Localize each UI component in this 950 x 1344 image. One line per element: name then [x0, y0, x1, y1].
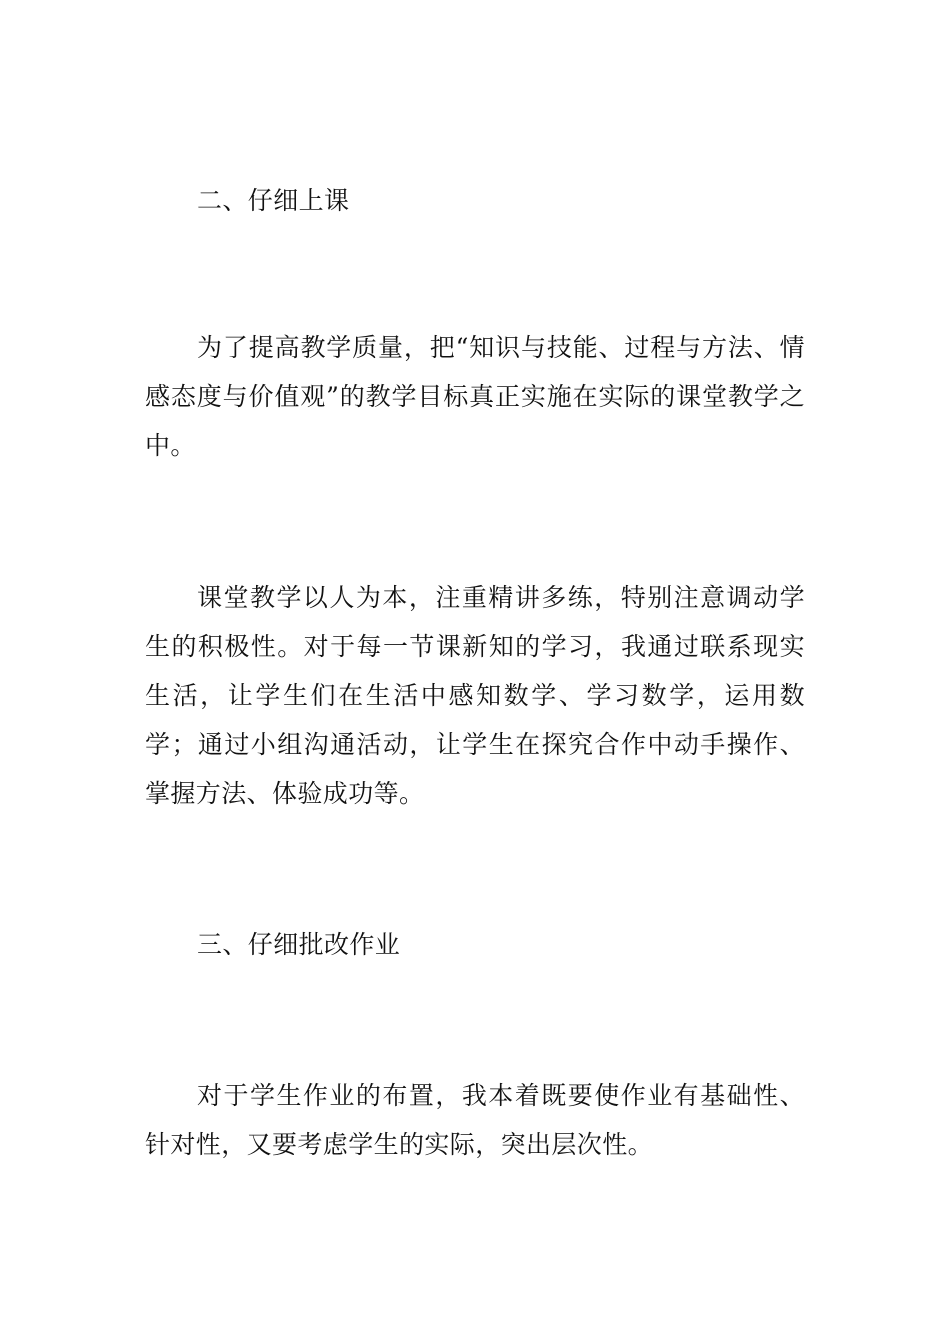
- section-heading-2: 二、仔细上课: [197, 186, 350, 215]
- paragraph-teaching-goals: 为了提高教学质量，把“知识与技能、过程与方法、情感态度与价值观”的教学目标真正实施在实际的课堂教学之中。: [145, 333, 805, 460]
- section-heading-3: 三、仔细批改作业: [197, 930, 401, 959]
- paragraph-classroom-teaching: 课堂教学以人为本，注重精讲多练，特别注意调动学生的积极性。对于每一节课新知的学习，我通过联系现实生活，让学生们在生活中感知数学、学习数学，运用数学；通过小组沟通活动，让学生在探究合作中动手操作、掌握方法、体验成功等。: [145, 583, 805, 808]
- paragraph-homework: 对于学生作业的布置，我本着既要使作业有基础性、针对性，又要考虑学生的实际，突出层次性。: [145, 1081, 805, 1159]
